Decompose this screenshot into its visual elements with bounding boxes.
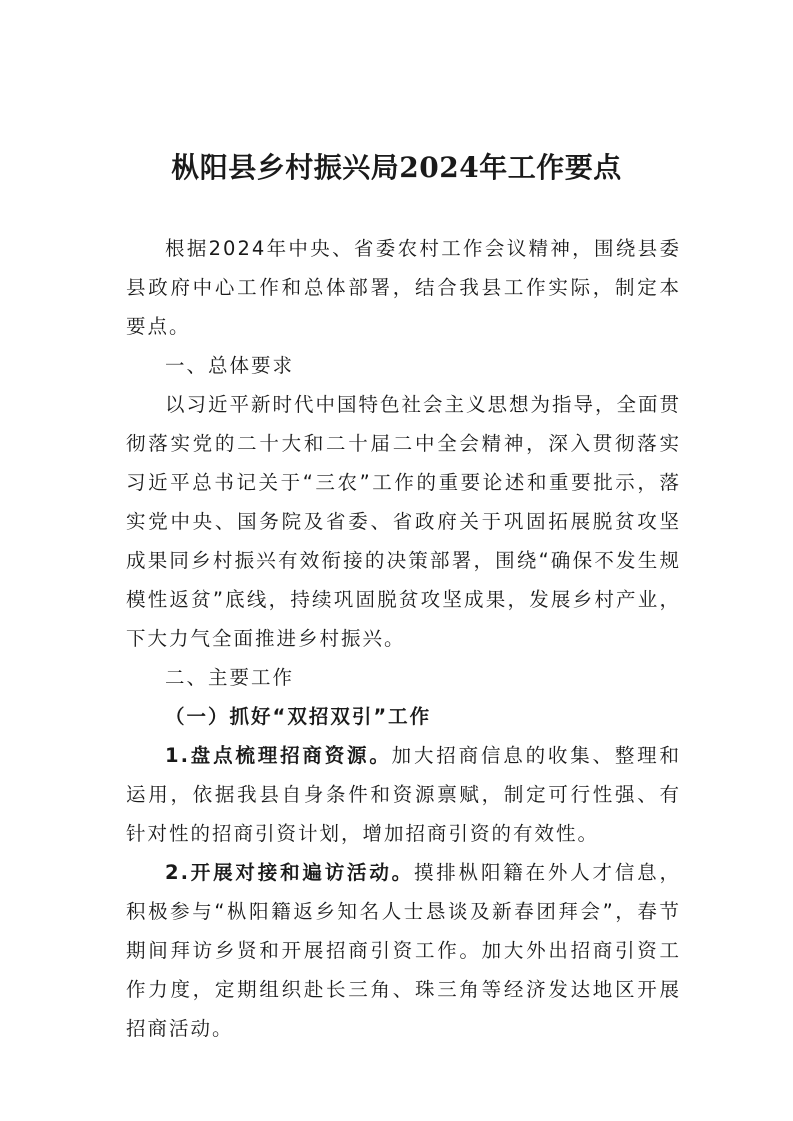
work-item-lead: 1.盘点梳理招商资源。	[165, 744, 392, 767]
subsection-heading-investment: （一）抓好“双招双引”工作	[165, 705, 432, 728]
general-requirements-paragraph: 以习近平新时代中国特色社会主义思想为指导，全面贯彻落实党的二十大和二十届二中全会精神，深入贯彻落实习近平总书记关于“三农”工作的重要论述和重要批示，落实党中央、国务院及省委、省政府关于巩固拓展脱贫攻坚成果同乡村振兴有效衔接的决策部署，围绕“确保不发生规模性返贫”底线，持续巩固脱贫攻坚成果，发展乡村产业，下大力气全面推进乡村振兴。	[126, 393, 682, 650]
work-item-paragraph	[126, 853, 681, 1048]
section-heading-general-requirements: 一、总体要求	[165, 354, 295, 377]
work-item-text: 摸排枞阳籍在外人才信息，积极参与“枞阳籍返乡知名人士恳谈及新春团拜会”，春节期间拜访乡贤和开展招商引资工作。加大外出招商引资工作力度，定期组织赴长三角、珠三角等经济发达地区开展招商活动。	[126, 861, 681, 1040]
document-title: 枞阳县乡村振兴局2024年工作要点	[171, 151, 622, 184]
section-heading-main-work: 二、主要工作	[165, 666, 295, 689]
document-body	[126, 229, 681, 1048]
work-item-paragraph	[126, 736, 681, 853]
work-item-text: 加大招商信息的收集、整理和运用，依据我县自身条件和资源禀赋，制定可行性强、有针对性的招商引资计划，增加招商引资的有效性。	[126, 744, 681, 845]
intro-paragraph: 根据2024年中央、省委农村工作会议精神，围绕县委县政府中心工作和总体部署，结合我县工作实际，制定本要点。	[126, 237, 681, 338]
work-item-lead: 2.开展对接和遍访活动。	[165, 861, 414, 884]
